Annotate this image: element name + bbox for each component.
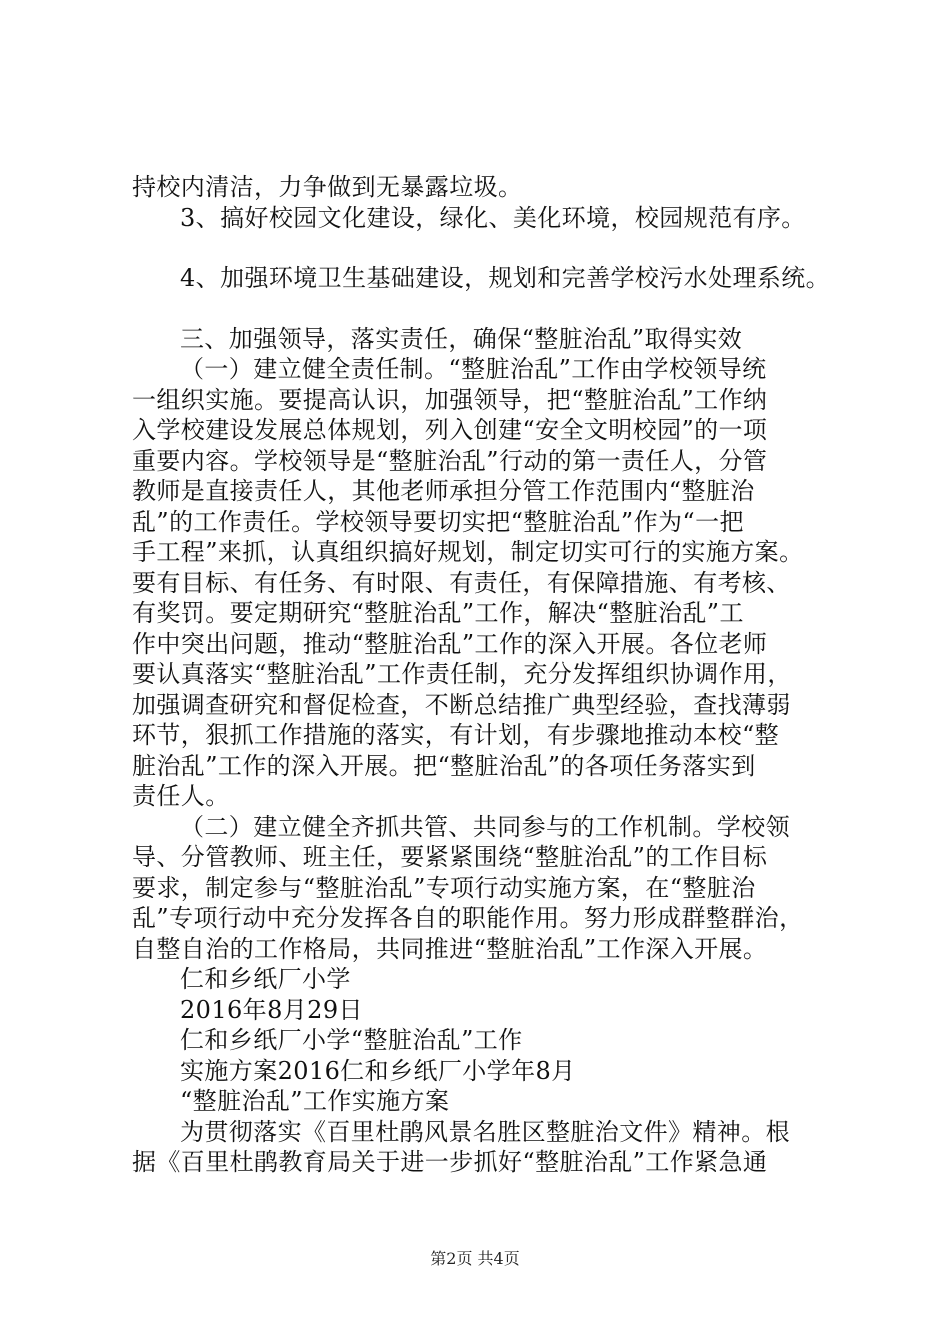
text-line: 持校内清洁，力争做到无暴露垃圾。: [132, 173, 523, 201]
text-line: 一组织实施。要提高认识，加强领导，把“整脏治乱”工作纳: [132, 385, 768, 414]
document-body: [132, 172, 844, 1178]
text-line: 乱”的工作责任。学校领导要切实把“整脏治乱”作为“一把: [132, 507, 744, 536]
page-footer: 第2页 共4页: [430, 1249, 520, 1268]
text-line: 环节，狠抓工作措施的落实，有计划，有步骤地推动本校“整: [132, 721, 780, 749]
signature-date: 2016年8月29日: [180, 995, 363, 1024]
text-line: 乱”专项行动中充分发挥各自的职能作用。努力形成群整群治，: [132, 904, 804, 932]
text-line: 教师是直接责任人，其他老师承担分管工作范围内“整脏治: [132, 477, 755, 505]
text-line: 实施方案2016仁和乡纸厂小学年8月: [180, 1056, 576, 1085]
text-line: 入学校建设发展总体规划，列入创建“安全文明校园”的一项: [132, 416, 768, 444]
text-line: 有奖罚。要定期研究“整脏治乱”工作，解决“整脏治乱”工: [132, 599, 744, 627]
text-line: 要求，制定参与“整脏治乱”专项行动实施方案，在“整脏治: [132, 873, 756, 902]
text-line: 要认真落实“整脏治乱”工作责任制，充分发挥组织协调作用，: [132, 660, 792, 688]
document-title: “整脏治乱”工作实施方案: [180, 1087, 450, 1115]
text-line: 作中突出问题，推动“整脏治乱”工作的深入开展。各位老师: [132, 629, 768, 658]
text-line: （二）建立健全齐抓共管、共同参与的工作机制。学校领: [180, 812, 790, 841]
text-line: 重要内容。学校领导是“整脏治乱”行动的第一责任人，分管: [132, 446, 768, 475]
text-line: 据《百里杜鹃教育局关于进一步抓好“整脏治乱”工作紧急通: [132, 1148, 768, 1176]
text-line: 要有目标、有任务、有时限、有责任，有保障措施、有考核、: [132, 568, 791, 597]
list-item: 3、搞好校园文化建设，绿化、美化环境，校园规范有序。: [180, 203, 806, 232]
text-line: 手工程”来抓，认真组织搞好规划，制定切实可行的实施方案。: [132, 538, 804, 566]
section-heading: 三、加强领导，落实责任，确保“整脏治乱”取得实效: [180, 324, 743, 353]
text-line: 自整自治的工作格局，共同推进“整脏治乱”工作深入开展。: [132, 934, 768, 963]
text-line: 为贯彻落实《百里杜鹃风景名胜区整脏治文件》精神。根: [180, 1117, 790, 1146]
list-item: 4、加强环境卫生基础建设，规划和完善学校污水处理系统。: [180, 264, 831, 292]
text-line: 脏治乱”工作的深入开展。把“整脏治乱”的各项任务落实到: [132, 751, 756, 780]
text-line: （一）建立健全责任制。“整脏治乱”工作由学校领导统: [180, 355, 767, 383]
text-line: 责任人。: [132, 782, 230, 810]
text-line: 导、分管教师、班主任，要紧紧围绕“整脏治乱”的工作目标: [132, 843, 768, 871]
text-line: 加强调查研究和督促检查，不断总结推广典型经验，查找薄弱: [132, 690, 791, 719]
text-line: 仁和乡纸厂小学“整脏治乱”工作: [180, 1026, 523, 1054]
signature-school: 仁和乡纸厂小学: [180, 965, 351, 993]
